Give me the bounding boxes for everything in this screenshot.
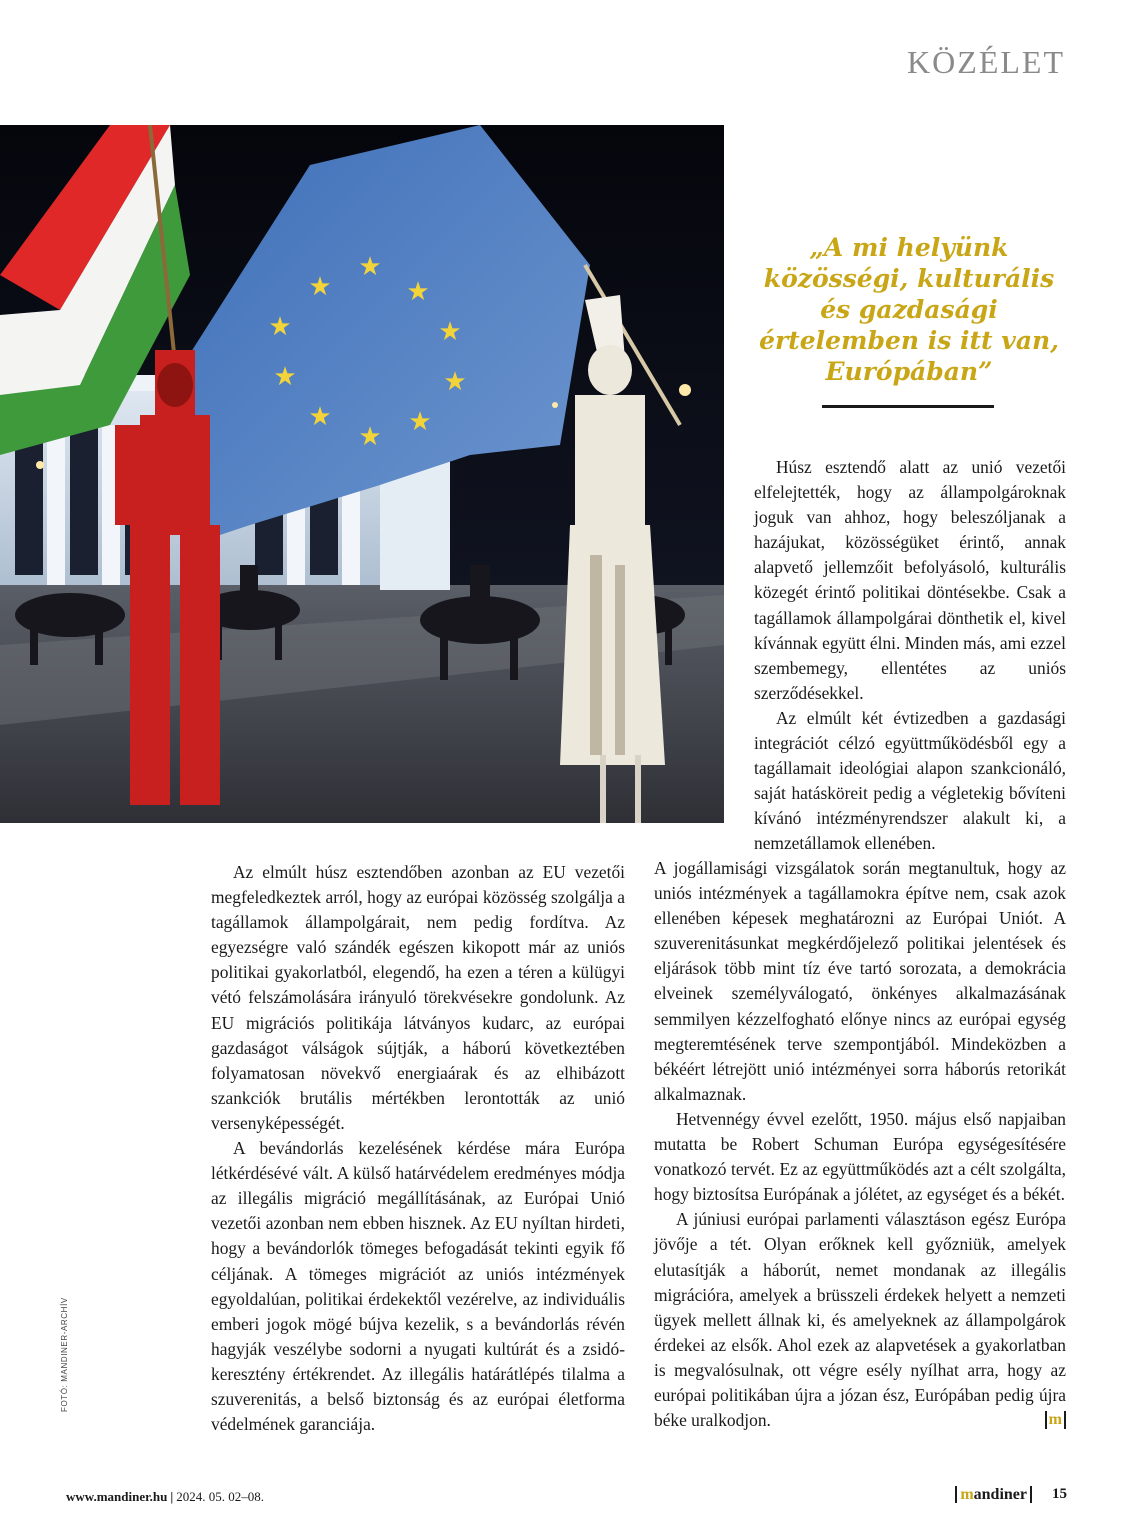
quote-divider <box>822 405 994 408</box>
paragraph: Az elmúlt két évtizedben a gazdasági integrációt célzó együttműködésből egy a tagállamait ideológiai alapon szankcionáló, saját hatásköreit pedig a végletekig bővíteni kívánó intézményrendszer alakult ki, a nemzetállamok ellenében. <box>754 707 1066 854</box>
photo-credit: FOTÓ: MANDINER-ARCHÍV <box>60 1297 69 1412</box>
article-photo <box>0 125 724 823</box>
svg-text:★: ★ <box>406 277 430 307</box>
footer-site-link[interactable]: www.mandiner.hu <box>66 1489 168 1504</box>
svg-text:★: ★ <box>358 252 382 282</box>
article-column-right-top <box>754 455 1066 857</box>
end-mark-icon: m <box>1045 1411 1066 1429</box>
paragraph: A jogállamisági vizsgálatok során megtanultuk, hogy az uniós intézmények a tagállamokra építve nem, csak azok ellenében képesek meghatározni az Európai Uniót. A szuverenitásunkat megkérdőjelező politikai jelentések és eljárások több mint tíz éve tartó sorozata, a demokrácia elveinek személyválogató, önkényes alkalmazásának semmilyen kézzelfogható előnye nincs az európai egység megteremtésének terve szempontjából. Mindeközben a békéért létrejött unió intézményei sorra háborús retorikát alkalmaznak. <box>654 858 1066 1104</box>
article-column-right-bottom <box>654 856 1066 1433</box>
brand-logo-first-letter: m <box>960 1486 974 1503</box>
svg-text:★: ★ <box>408 407 432 437</box>
section-label: KÖZÉLET <box>907 44 1065 80</box>
footer-separator: | <box>170 1489 174 1504</box>
svg-text:★: ★ <box>443 367 467 397</box>
footer-date: 2024. 05. 02–08. <box>176 1489 265 1504</box>
svg-text:★: ★ <box>308 402 332 432</box>
pull-quote: „A mi helyünk közösségi, kulturális és gazdasági értelemben is itt van, Európában” <box>759 233 1059 386</box>
footer-right <box>955 1486 1067 1503</box>
svg-text:★: ★ <box>308 272 332 302</box>
paragraph: Húsz esztendő alatt az unió vezetői elfelejtették, hogy az állampolgároknak joguk van ahhoz, hogy beleszóljanak a hazájukat, közösségüket érintő, annak alapvető jellemzőit befolyásoló, kulturális közegét érintő politikai döntésekbe. Csak a tagállamok állampolgárai dönthetik el, kivel kívánnak együtt élni. Minden más, ami ezzel szembemegy, ellentétes az uniós szerződésekkel. <box>754 457 1066 703</box>
paragraph: A bevándorlás kezelésének kérdése mára Európa létkérdésévé vált. A külső határvédelem eredményes módja az illegális migráció megállításának, az Európai Unió vezetői azonban nem ebben hisznek. Az EU nyíltan hirdeti, hogy a bevándorlók tömeges befogadását tekinti egyik fő céljának. A tömeges migrációt az uniós intézmények egyoldalúan, politikai érdekektől vezérelve, az individuális emberi jogok mögé bújva kezelik, s a bevándorlás révén hagyják veszélybe sodorni a nyugati kultúrát és a zsidó-keresztény értékrendet. Az illegális határátlépés tilalma a szuverenitás, a belső biztonság és az európai életforma védelmének garanciája. <box>211 1138 625 1435</box>
paragraph-text: A júniusi európai parlamenti választáson egész Európa jövője a tét. Olyan erőknek kell győzniük, amelyek elutasítják a háborút, nemet mondanak az illegális migrációra, amelyek a brüsszeli érdekek helyett a nemzeti ügyek mellett állnak ki, és amelyeknek az állampolgárok érdekei az elsők. Ahol ezek az alapvetések a gyakorlatban is megvalósulnak, ott végre esély nyílhat arra, hogy az európai politikában újra a józan ész, Európában pedig újra béke uralkodjon. <box>654 1209 1066 1431</box>
footer-left <box>66 1489 264 1505</box>
article-column-left <box>211 860 625 1437</box>
svg-text:★: ★ <box>358 422 382 452</box>
paragraph: Az elmúlt húsz esztendőben azonban az EU vezetői megfeledkeztek arról, hogy az európai közösség szolgálja a tagállamok állampolgárait, nem pedig fordítva. Az egyezségre való szándék egészen kikopott már az uniós politikai gyakorlatból, elegendő, ha ezen a téren a külügyi vétó felszámolására irányuló törekvésekre gondolunk. Az EU migrációs politikája látványos kudarc, az európai gazdaságot válságok sújtják, a háború következtében folyamatosan növekvő energiaárak és az elhibázott szankciók brutális mértékben lerontották az unió versenyképességét. <box>211 862 625 1133</box>
paragraph: Hetvennégy évvel ezelőtt, 1950. május első napjaiban mutatta be Robert Schuman Európa egységesítésére vonatkozó tervét. Ez az együttműködés azt a célt szolgálta, hogy biztosítsa Európának a jólétet, az egységet és a békét. <box>654 1108 1066 1205</box>
brand-logo-rest: andiner <box>973 1486 1027 1503</box>
svg-text:★: ★ <box>268 312 292 342</box>
page-number: 15 <box>1052 1486 1067 1502</box>
brand-logo <box>955 1486 1032 1503</box>
paragraph <box>654 1207 1066 1433</box>
svg-text:★: ★ <box>273 362 297 392</box>
svg-text:★: ★ <box>438 317 462 347</box>
